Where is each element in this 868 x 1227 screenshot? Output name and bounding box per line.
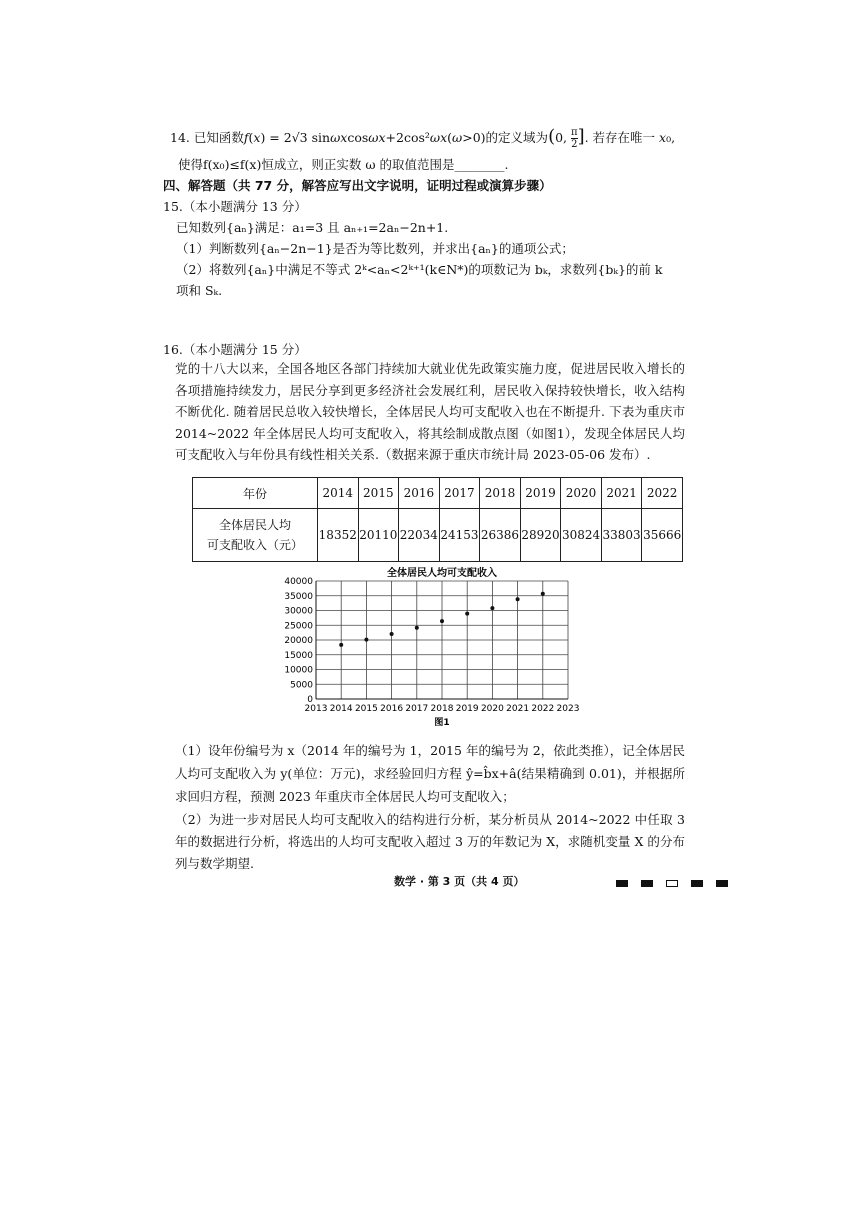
q16-intro: 党的十八大以来，全国各地区各部门持续加大就业优先政策实施力度，促进居民收入增长的各项措施持续发力，居民分享到更多经济社会发展红利，居民收入保持较快增长，收入结构不断优化. 随着居民总收入较快增长，全体居民人均可支配收入也在不断提升. 下表为重庆市 2014~2022 年全体居民人均可支配收入，将其绘制成散点图（如图1），发现全体居民人均可支配收入与年份具有线性相关关系.（数据来源于重庆市统计局 2023-05-06 发布）.	[175, 361, 685, 462]
table-cell: 24153	[439, 509, 480, 562]
x-tick-label: 2013	[304, 704, 328, 714]
table-header-income-line2: 可支配收入（元）	[206, 538, 303, 552]
table-cell: 2016	[399, 478, 440, 509]
page-marks	[616, 875, 728, 890]
data-point	[440, 619, 444, 623]
data-point	[541, 592, 545, 596]
mark-square	[641, 880, 653, 887]
q14-line2: 使得f(x₀)≤f(x)恒成立，则正实数 ω 的取值范围是________.	[178, 157, 509, 172]
x-tick-label: 2021	[506, 704, 530, 714]
income-table	[192, 477, 683, 562]
q15-line4: 项和 Sₖ.	[176, 283, 223, 298]
x-tick-label: 2020	[480, 704, 504, 714]
data-point	[390, 632, 394, 636]
table-cell: 2017	[439, 478, 480, 509]
x-tick-label: 2014	[329, 704, 353, 714]
y-tick-label: 10000	[284, 665, 313, 676]
table-cell: 18352	[318, 509, 359, 562]
y-tick-label: 0	[307, 695, 313, 705]
table-cell: 2015	[358, 478, 399, 509]
q16-part1: （1）设年份编号为 x（2014 年的编号为 1，2015 年的编号为 2，依此类推），记全体居民人均可支配收入为 y(单位：万元)，求经验回归方程 ŷ=b̂x+â(结果精确到 0.01)，并根据所求回归方程，预测 2023 年重庆市全体居民人均可支配收入；	[175, 743, 685, 804]
y-tick-label: 40000	[284, 577, 313, 587]
y-tick-label: 35000	[284, 591, 313, 602]
y-tick-label: 15000	[284, 650, 313, 661]
x-tick-label: 2022	[531, 704, 555, 714]
x-tick-label: 2016	[380, 704, 404, 714]
x-tick-label: 2017	[405, 704, 429, 714]
table-cell: 26386	[480, 509, 521, 562]
data-point	[490, 606, 494, 610]
table-cell: 2021	[601, 478, 642, 509]
table-cell: 28920	[520, 509, 561, 562]
table-cell: 30824	[561, 509, 602, 562]
mark-square	[716, 880, 728, 887]
page-footer: 数学 · 第 3 页（共 4 页）	[394, 875, 525, 888]
x-tick-label: 2019	[455, 704, 479, 714]
data-point	[364, 638, 368, 642]
table-cell: 33803	[601, 509, 642, 562]
data-point	[339, 643, 343, 647]
table-header-year: 年份	[193, 478, 318, 509]
q15-header: 15.（本小题满分 13 分）	[163, 199, 307, 214]
data-point	[465, 612, 469, 616]
table-cell: 20110	[358, 509, 399, 562]
q14-line1: 14. 已知函数f(x) = 2√3 sinωxcosωx+2cos²ωx(ω>0)的定义域为(0, $\frac{\pi}{2}$ ]. 若存在唯一 x₀,	[170, 126, 676, 150]
data-point	[415, 626, 419, 630]
mark-square-hollow	[666, 880, 678, 887]
table-cell: 35666	[642, 509, 683, 562]
section-4-heading: 四、解答题（共 77 分，解答应写出文字说明，证明过程或演算步骤）	[163, 178, 552, 193]
q15-line2: （1）判断数列{aₙ−2n−1}是否为等比数列，并求出{aₙ}的通项公式；	[176, 241, 574, 256]
figure-caption: 图1	[434, 718, 450, 728]
scatter-chart	[270, 562, 600, 732]
q16-part2: （2）为进一步对居民人均可支配收入的结构进行分析，某分析员从 2014~2022 中任取 3 年的数据进行分析，将选出的人均可支配收入超过 3 万的年数记为 X，求随机变量 X 的分布列与数学期望.	[175, 812, 685, 871]
table-cell: 2019	[520, 478, 561, 509]
q15-line1: 已知数列{aₙ}满足：a₁=3 且 aₙ₊₁=2aₙ−2n+1.	[176, 220, 449, 235]
table-row-years	[193, 478, 683, 509]
table-cell: 2018	[480, 478, 521, 509]
x-tick-label: 2015	[354, 704, 378, 714]
q16-header: 16.（本小题满分 15 分）	[163, 342, 307, 357]
y-tick-label: 5000	[290, 680, 313, 691]
mark-square	[691, 880, 703, 887]
table-cell: 2020	[561, 478, 602, 509]
table-row-income	[193, 509, 683, 562]
table-cell: 2014	[318, 478, 359, 509]
x-tick-label: 2023	[556, 704, 580, 714]
x-tick-label: 2018	[430, 704, 454, 714]
table-cell: 22034	[399, 509, 440, 562]
table-header-income-line1: 全体居民人均	[218, 518, 291, 532]
table-cell: 2022	[642, 478, 683, 509]
mark-square	[616, 880, 628, 887]
data-point	[516, 597, 520, 601]
y-tick-label: 25000	[284, 621, 313, 632]
y-tick-label: 20000	[284, 636, 313, 646]
y-tick-label: 30000	[284, 606, 313, 617]
chart-title: 全体居民人均可支配收入	[387, 568, 497, 579]
table-header-income	[193, 509, 318, 562]
q15-line3: （2）将数列{aₙ}中满足不等式 2ᵏ<aₙ<2ᵏ⁺¹(k∈N*)的项数记为 bₖ，求数列{bₖ}的前 k	[176, 262, 663, 277]
